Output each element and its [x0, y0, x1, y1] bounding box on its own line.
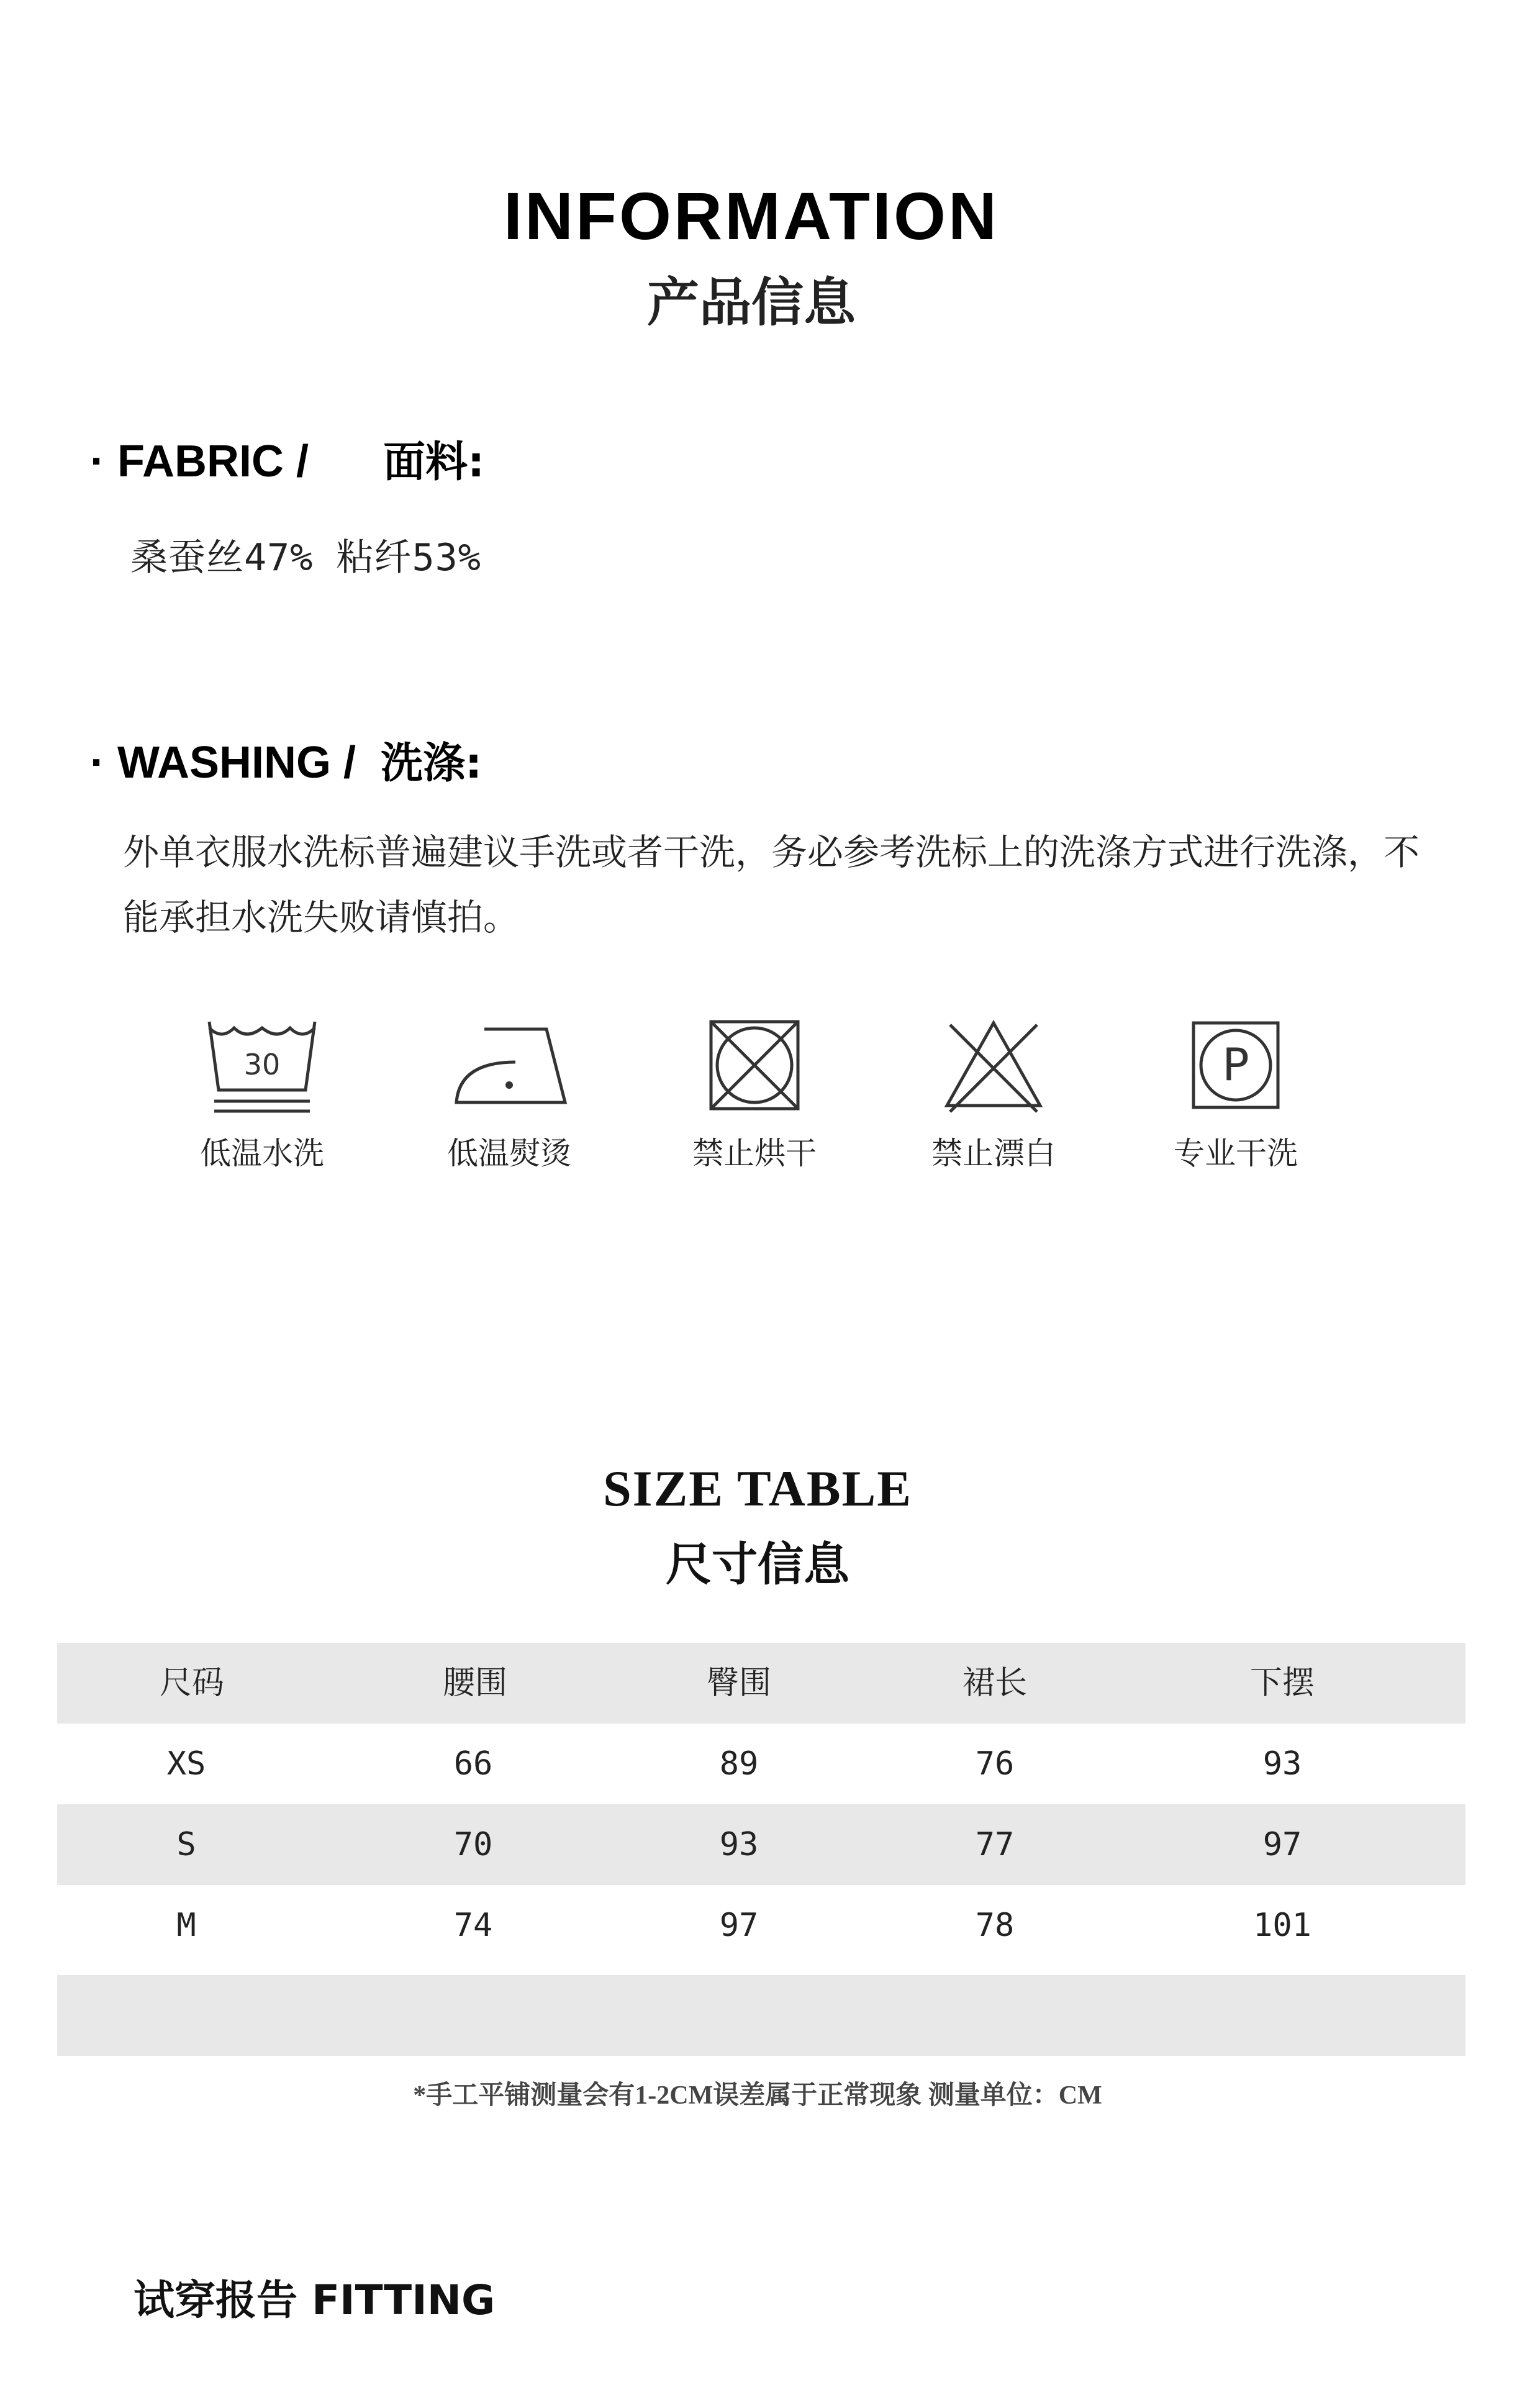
cell-waist: 74 [453, 1907, 493, 1944]
wash-temp-number: 30 [243, 1048, 281, 1081]
care-label-tumble: 禁止烘干 [692, 1135, 817, 1171]
iron-low-icon [447, 1015, 571, 1115]
cell-length: 78 [975, 1907, 1015, 1944]
size-table-title: SIZE TABLE [603, 1460, 912, 1517]
cell-hem: 93 [1262, 1745, 1302, 1783]
table-header-row [57, 1643, 1465, 1724]
header-size: 尺码 [159, 1665, 224, 1702]
washing-heading [90, 730, 482, 790]
washing-label-en: · WASHING / [90, 738, 356, 788]
cell-length: 76 [975, 1745, 1015, 1783]
info-subtitle: 产品信息 [646, 272, 856, 333]
fabric-label-cn: 面料: [383, 438, 485, 487]
wash-30-icon [203, 1015, 321, 1115]
care-item-bleach [882, 1015, 1105, 1173]
washing-label-cn: 洗涤: [381, 739, 482, 788]
care-item-dryclean [1124, 1015, 1348, 1173]
dryclean-letter: P [1222, 1038, 1249, 1091]
info-title: INFORMATION [504, 178, 999, 253]
no-bleach-icon [941, 1015, 1046, 1115]
care-label-bleach: 禁止漂白 [931, 1135, 1056, 1171]
fabric-label-en: · FABRIC / [90, 437, 309, 486]
table-row [57, 1804, 1465, 1885]
cell-size: M [176, 1907, 196, 1944]
table-row [57, 1724, 1465, 1804]
care-label-iron: 低温熨烫 [447, 1135, 571, 1171]
size-table-subtitle: 尺寸信息 [666, 1538, 849, 1591]
care-label-dryclean: 专业干洗 [1174, 1135, 1298, 1171]
header-hip: 臀围 [706, 1665, 771, 1702]
header-length: 裙长 [962, 1665, 1027, 1702]
fabric-heading [90, 429, 484, 489]
fitting-title: 试穿报告 FITTING [134, 2276, 496, 2324]
cell-hem: 101 [1253, 1907, 1311, 1944]
cell-hip: 93 [719, 1826, 759, 1863]
no-tumble-dry-icon [705, 1015, 804, 1115]
care-item-iron [397, 1015, 621, 1173]
cell-waist: 70 [453, 1826, 493, 1863]
cell-size: S [176, 1826, 196, 1863]
care-label-wash: 低温水洗 [200, 1135, 324, 1171]
cell-length: 77 [975, 1826, 1015, 1863]
cell-hip: 89 [719, 1745, 759, 1783]
care-item-tumble [643, 1015, 866, 1173]
fabric-composition: 桑蚕丝47% 粘纤53% [130, 536, 481, 579]
cell-size: XS [166, 1745, 206, 1783]
header-waist: 腰围 [442, 1665, 507, 1702]
table-row-empty [57, 1975, 1465, 2056]
cell-hip: 97 [719, 1907, 759, 1944]
care-item-wash [150, 1015, 374, 1173]
measurement-note: *手工平铺测量会有1-2CM误差属于正常现象 测量单位：CM [413, 2081, 1102, 2110]
dry-clean-p-icon [1186, 1015, 1285, 1115]
size-table [57, 1643, 1465, 2056]
table-row [57, 1885, 1465, 1966]
header-hem: 下摆 [1249, 1665, 1315, 1702]
washing-description: 外单衣服水洗标普遍建议手洗或者干洗，务必参考洗标上的洗涤方式进行洗涤，不能承担水洗失败请慎拍。 [123, 831, 1420, 938]
cell-waist: 66 [453, 1745, 493, 1783]
cell-hem: 97 [1262, 1826, 1302, 1863]
